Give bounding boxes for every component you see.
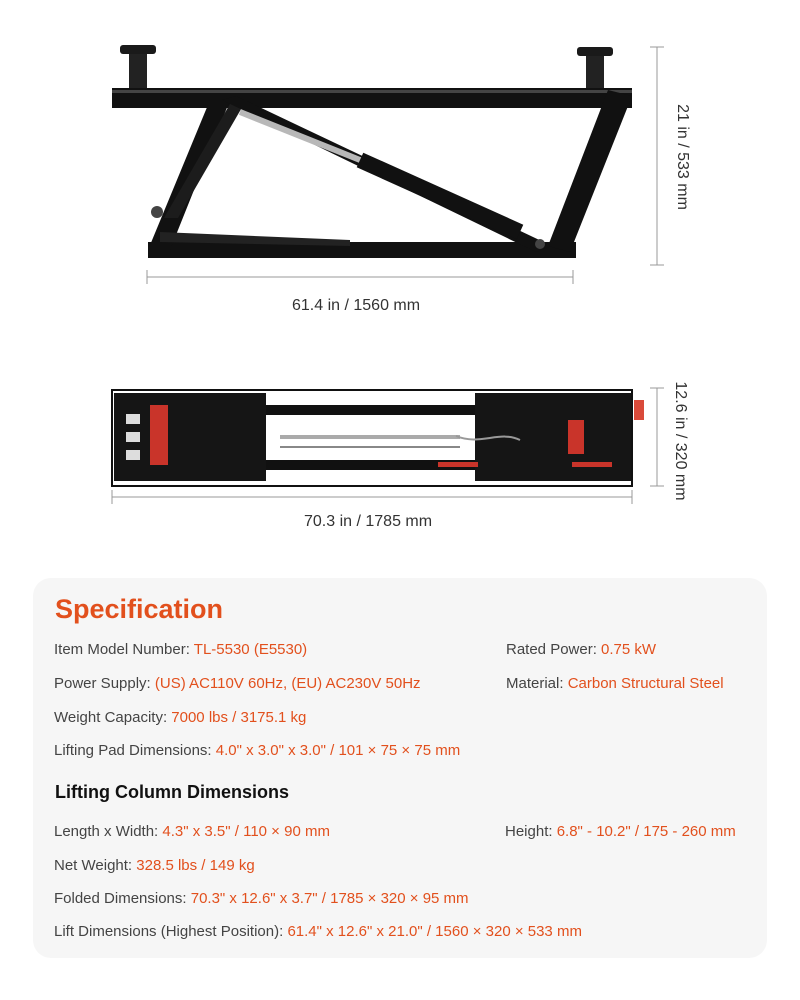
net-weight-row	[54, 857, 255, 874]
pad-dimensions-row	[54, 742, 460, 759]
specification-card	[33, 578, 767, 958]
length-width-row	[54, 823, 330, 840]
model-number-value: TL-5530 (E5530)	[193, 641, 308, 658]
folded-height-label: 12.6 in / 320 mm	[672, 381, 689, 501]
material-row	[506, 675, 724, 692]
weight-capacity-label: Weight Capacity:	[54, 709, 172, 726]
lift-height-label: 21 in / 533 mm	[674, 104, 691, 210]
rated-power-row	[506, 641, 656, 658]
column-dimensions-title: Lifting Column Dimensions	[55, 782, 289, 802]
power-supply-row	[54, 675, 421, 692]
folded-frame-illustration	[112, 390, 644, 486]
height-value: 6.8" - 10.2" / 175 - 260 mm	[556, 823, 736, 840]
folded-length-label: 70.3 in / 1785 mm	[304, 513, 433, 530]
pad-dimensions-value: 4.0" x 3.0" x 3.0" / 101 × 75 × 75 mm	[215, 742, 461, 759]
rated-power-label: Rated Power:	[506, 641, 602, 658]
lifted-frame-illustration	[112, 45, 632, 258]
folded-dimensions-value: 70.3" x 12.6" x 3.7" / 1785 × 320 × 95 mm	[190, 890, 469, 907]
net-weight-value: 328.5 lbs / 149 kg	[136, 857, 255, 874]
model-number-row	[54, 641, 307, 658]
rated-power-value: 0.75 kW	[601, 641, 657, 658]
height-label: Height:	[505, 823, 557, 840]
length-width-label: Length x Width:	[54, 823, 163, 840]
pad-dimensions-label: Lifting Pad Dimensions:	[54, 742, 216, 759]
lift-dimensions-row	[54, 923, 582, 940]
material-label: Material:	[506, 675, 568, 692]
weight-capacity-value: 7000 lbs / 3175.1 kg	[171, 709, 307, 726]
weight-capacity-row	[54, 709, 306, 726]
power-supply-label: Power Supply:	[54, 675, 155, 692]
folded-dimensions-row	[54, 890, 469, 907]
power-supply-value: (US) AC110V 60Hz, (EU) AC230V 50Hz	[154, 675, 421, 692]
lift-dimensions-value: 61.4" x 12.6" x 21.0" / 1560 × 320 × 533 mm	[287, 923, 582, 940]
height-row	[505, 823, 736, 840]
spec-title: Specification	[55, 594, 224, 624]
lift-dimensions-label: Lift Dimensions (Highest Position):	[54, 923, 288, 940]
length-width-value: 4.3" x 3.5" / 110 × 90 mm	[162, 823, 330, 840]
lift-length-label: 61.4 in / 1560 mm	[292, 297, 421, 314]
model-number-label: Item Model Number:	[54, 641, 194, 658]
net-weight-label: Net Weight:	[54, 857, 137, 874]
material-value: Carbon Structural Steel	[567, 675, 724, 692]
folded-dimensions-label: Folded Dimensions:	[54, 890, 191, 907]
